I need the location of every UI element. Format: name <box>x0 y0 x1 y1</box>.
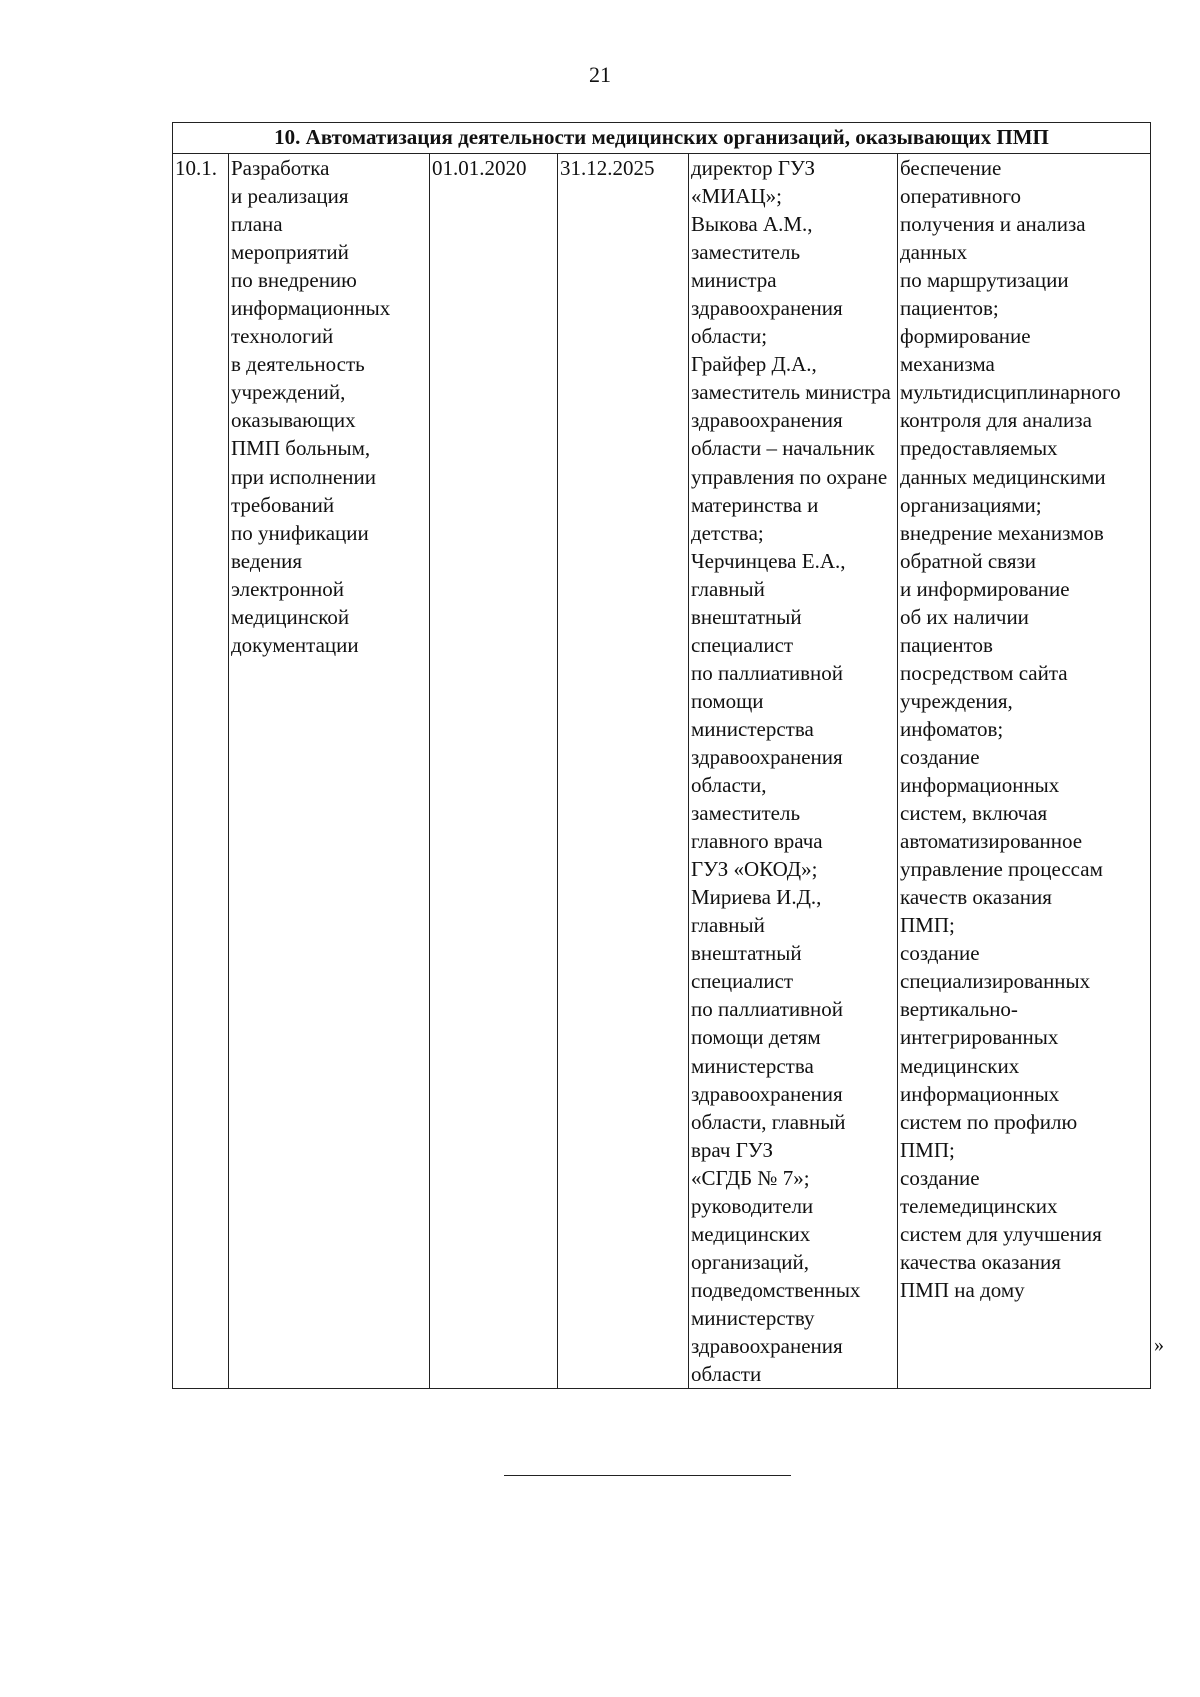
section-header-row <box>173 123 1151 154</box>
footer-rule <box>504 1475 791 1476</box>
end-date: 31.12.2025 <box>558 154 689 1389</box>
expected-result: беспечение оперативного получения и анализа данных по маршрутизации пациентов; формирование механизма мультидисциплинарного контроля для анализа предоставляемых данных медицинскими организациями; внедрение механизмов обратной связи и информирование об их наличии пациентов посредством сайта учреждения, инфоматов; создание информационных систем, включая автоматизированное управление процессам качеств оказания ПМП; создание специализированных вертикально- интегрированных медицинских информационных систем по профилю ПМП; создание телемедицинских систем для улучшения качества оказания ПМП на дому <box>898 154 1151 1389</box>
table-row <box>173 154 1151 1389</box>
measures-table <box>172 122 1151 1389</box>
responsible-persons: директор ГУЗ «МИАЦ»; Выкова А.М., заместитель министра здравоохранения области; Грайфер Д.А., заместитель министра здравоохранения области – начальник управления по охране материнства и детства; Черчинцева Е.А., главный внештатный специалист по паллиативной помощи министерства здравоохранения области, заместитель главного врача ГУЗ «ОКОД»; Мириева И.Д., главный внештатный специалист по паллиативной помощи детям министерства здравоохранения области, главный врач ГУЗ «СГДБ № 7»; руководители медицинских организаций, подведомственных министерству здравоохранения области <box>689 154 898 1389</box>
row-number: 10.1. <box>173 154 229 1389</box>
closing-quote: » <box>1154 1334 1164 1356</box>
measure-title: Разработка и реализация плана мероприятий по внедрению информационных технологий в деятельность учреждений, оказывающих ПМП больным, при исполнении требований по унификации ведения электронной медицинской документации <box>229 154 430 1389</box>
page-number: 21 <box>589 62 611 87</box>
start-date: 01.01.2020 <box>430 154 558 1389</box>
section-title: 10. Автоматизация деятельности медицинских организаций, оказывающих ПМП <box>173 123 1151 154</box>
